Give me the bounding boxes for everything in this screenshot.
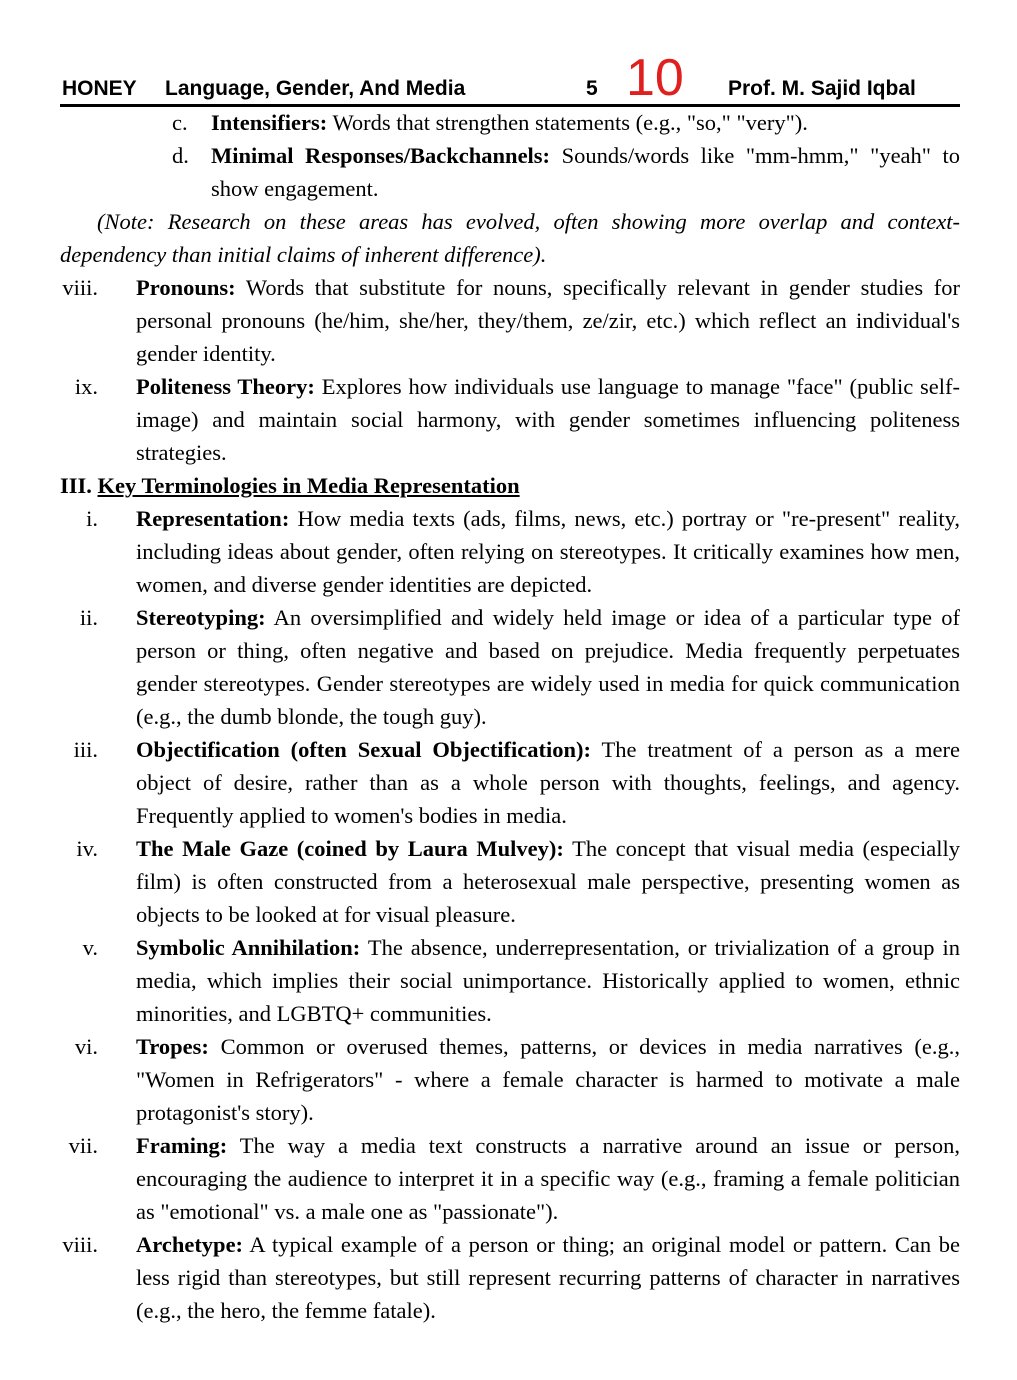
- list-item: [60, 931, 960, 1030]
- section-title: Key Terminologies in Media Representation: [97, 473, 520, 498]
- item-term: Objectification (often Sexual Objectification):: [136, 737, 592, 762]
- item-text: A typical example of a person or thing; an original model or pattern. Can be less rigid than stereotypes, but still represent recurring patterns of character in narratives (e.g., the hero, the femme fatale).: [136, 1232, 960, 1323]
- section-number: III.: [60, 473, 92, 498]
- item-text: Words that substitute for nouns, specifically relevant in gender studies for personal pronouns (he/him, she/her, they/them, ze/zir, etc.) which reflect an individual's gender identity.: [136, 275, 960, 366]
- header-left-label: HONEY: [62, 77, 137, 100]
- item-term: Archetype:: [136, 1232, 244, 1257]
- item-marker: iv.: [76, 836, 98, 861]
- item-marker: viii.: [62, 275, 98, 300]
- item-marker: viii.: [62, 1232, 98, 1257]
- sub-item-text: Sounds/words like "mm-hmm," "yeah" to show engagement.: [211, 143, 960, 201]
- list-item: [60, 1030, 960, 1129]
- item-text: Common or overused themes, patterns, or devices in media narratives (e.g., "Women in Refrigerators" - where a female character is harmed to motivate a male protagonist's story).: [136, 1034, 960, 1125]
- list-item: [60, 271, 960, 370]
- item-term: The Male Gaze (coined by Laura Mulvey):: [136, 836, 564, 861]
- item-text: The treatment of a person as a mere object of desire, rather than as a whole person with thoughts, feelings, and agency. Frequently applied to women's bodies in media.: [136, 737, 961, 828]
- sub-item-term: Intensifiers:: [211, 110, 328, 135]
- item-marker: vii.: [68, 1133, 98, 1158]
- sub-item-text: Words that strengthen statements (e.g., "so," "very").: [327, 110, 808, 135]
- item-marker: v.: [82, 935, 98, 960]
- item-text: Explores how individuals use language to manage "face" (public self-image) and maintain social harmony, with gender sometimes influencing politeness strategies.: [136, 374, 960, 465]
- item-term: Pronouns:: [136, 275, 236, 300]
- page-body: [60, 106, 960, 1327]
- list-item: [60, 502, 960, 601]
- list-item: [60, 1228, 960, 1327]
- sub-item-marker: c.: [172, 110, 188, 135]
- sub-item: [60, 139, 960, 205]
- item-text: The way a media text constructs a narrative around an issue or person, encouraging the audience to interpret it in a specific way (e.g., framing a female politician as "emotional" vs. a male one as "passionate").: [136, 1133, 960, 1224]
- list-item: [60, 733, 960, 832]
- item-text: An oversimplified and widely held image or idea of a particular type of person or thing, often negative and based on prejudice. Media frequently perpetuates gender stereotypes. Gender stereotypes are widely used in media for quick communication (e.g., the dumb blonde, the tough guy).: [136, 605, 960, 729]
- item-marker: ix.: [74, 374, 98, 399]
- list-item: [60, 1129, 960, 1228]
- item-term: Politeness Theory:: [136, 374, 315, 399]
- research-note: (Note: Research on these areas has evolved, often showing more overlap and context-dependency than initial claims of inherent difference).: [60, 209, 960, 267]
- header-title: Language, Gender, And Media: [165, 77, 466, 100]
- page-header: [60, 44, 960, 107]
- item-marker: ii.: [79, 605, 98, 630]
- item-term: Symbolic Annihilation:: [136, 935, 361, 960]
- sub-item-marker: d.: [172, 143, 189, 168]
- item-text: The absence, underrepresentation, or trivialization of a group in media, which implies their social unimportance. Historically applied to women, ethnic minorities, and LGBTQ+ communities.: [136, 935, 961, 1026]
- item-text: The concept that visual media (especially film) is often constructed from a heterosexual male perspective, presenting women as objects to be looked at for visual pleasure.: [136, 836, 960, 927]
- sub-item: [60, 106, 960, 139]
- header-page-large: 10: [626, 49, 684, 107]
- item-term: Representation:: [136, 506, 290, 531]
- section-heading: [60, 469, 960, 502]
- item-marker: iii.: [73, 737, 98, 762]
- item-marker: vi.: [74, 1034, 98, 1059]
- item-term: Framing:: [136, 1133, 228, 1158]
- header-page-small: 5: [586, 77, 598, 100]
- header-author: Prof. M. Sajid Iqbal: [728, 77, 916, 100]
- list-item: [60, 370, 960, 469]
- list-item: [60, 601, 960, 733]
- sub-item-term: Minimal Responses/Backchannels:: [211, 143, 551, 168]
- item-marker: i.: [86, 506, 98, 531]
- item-term: Tropes:: [136, 1034, 209, 1059]
- item-text: How media texts (ads, films, news, etc.) portray or "re-present" reality, including ideas about gender, often relying on stereotypes. It critically examines how men, women, and diverse gender identities are depicted.: [136, 506, 960, 597]
- item-term: Stereotyping:: [136, 605, 266, 630]
- list-item: [60, 832, 960, 931]
